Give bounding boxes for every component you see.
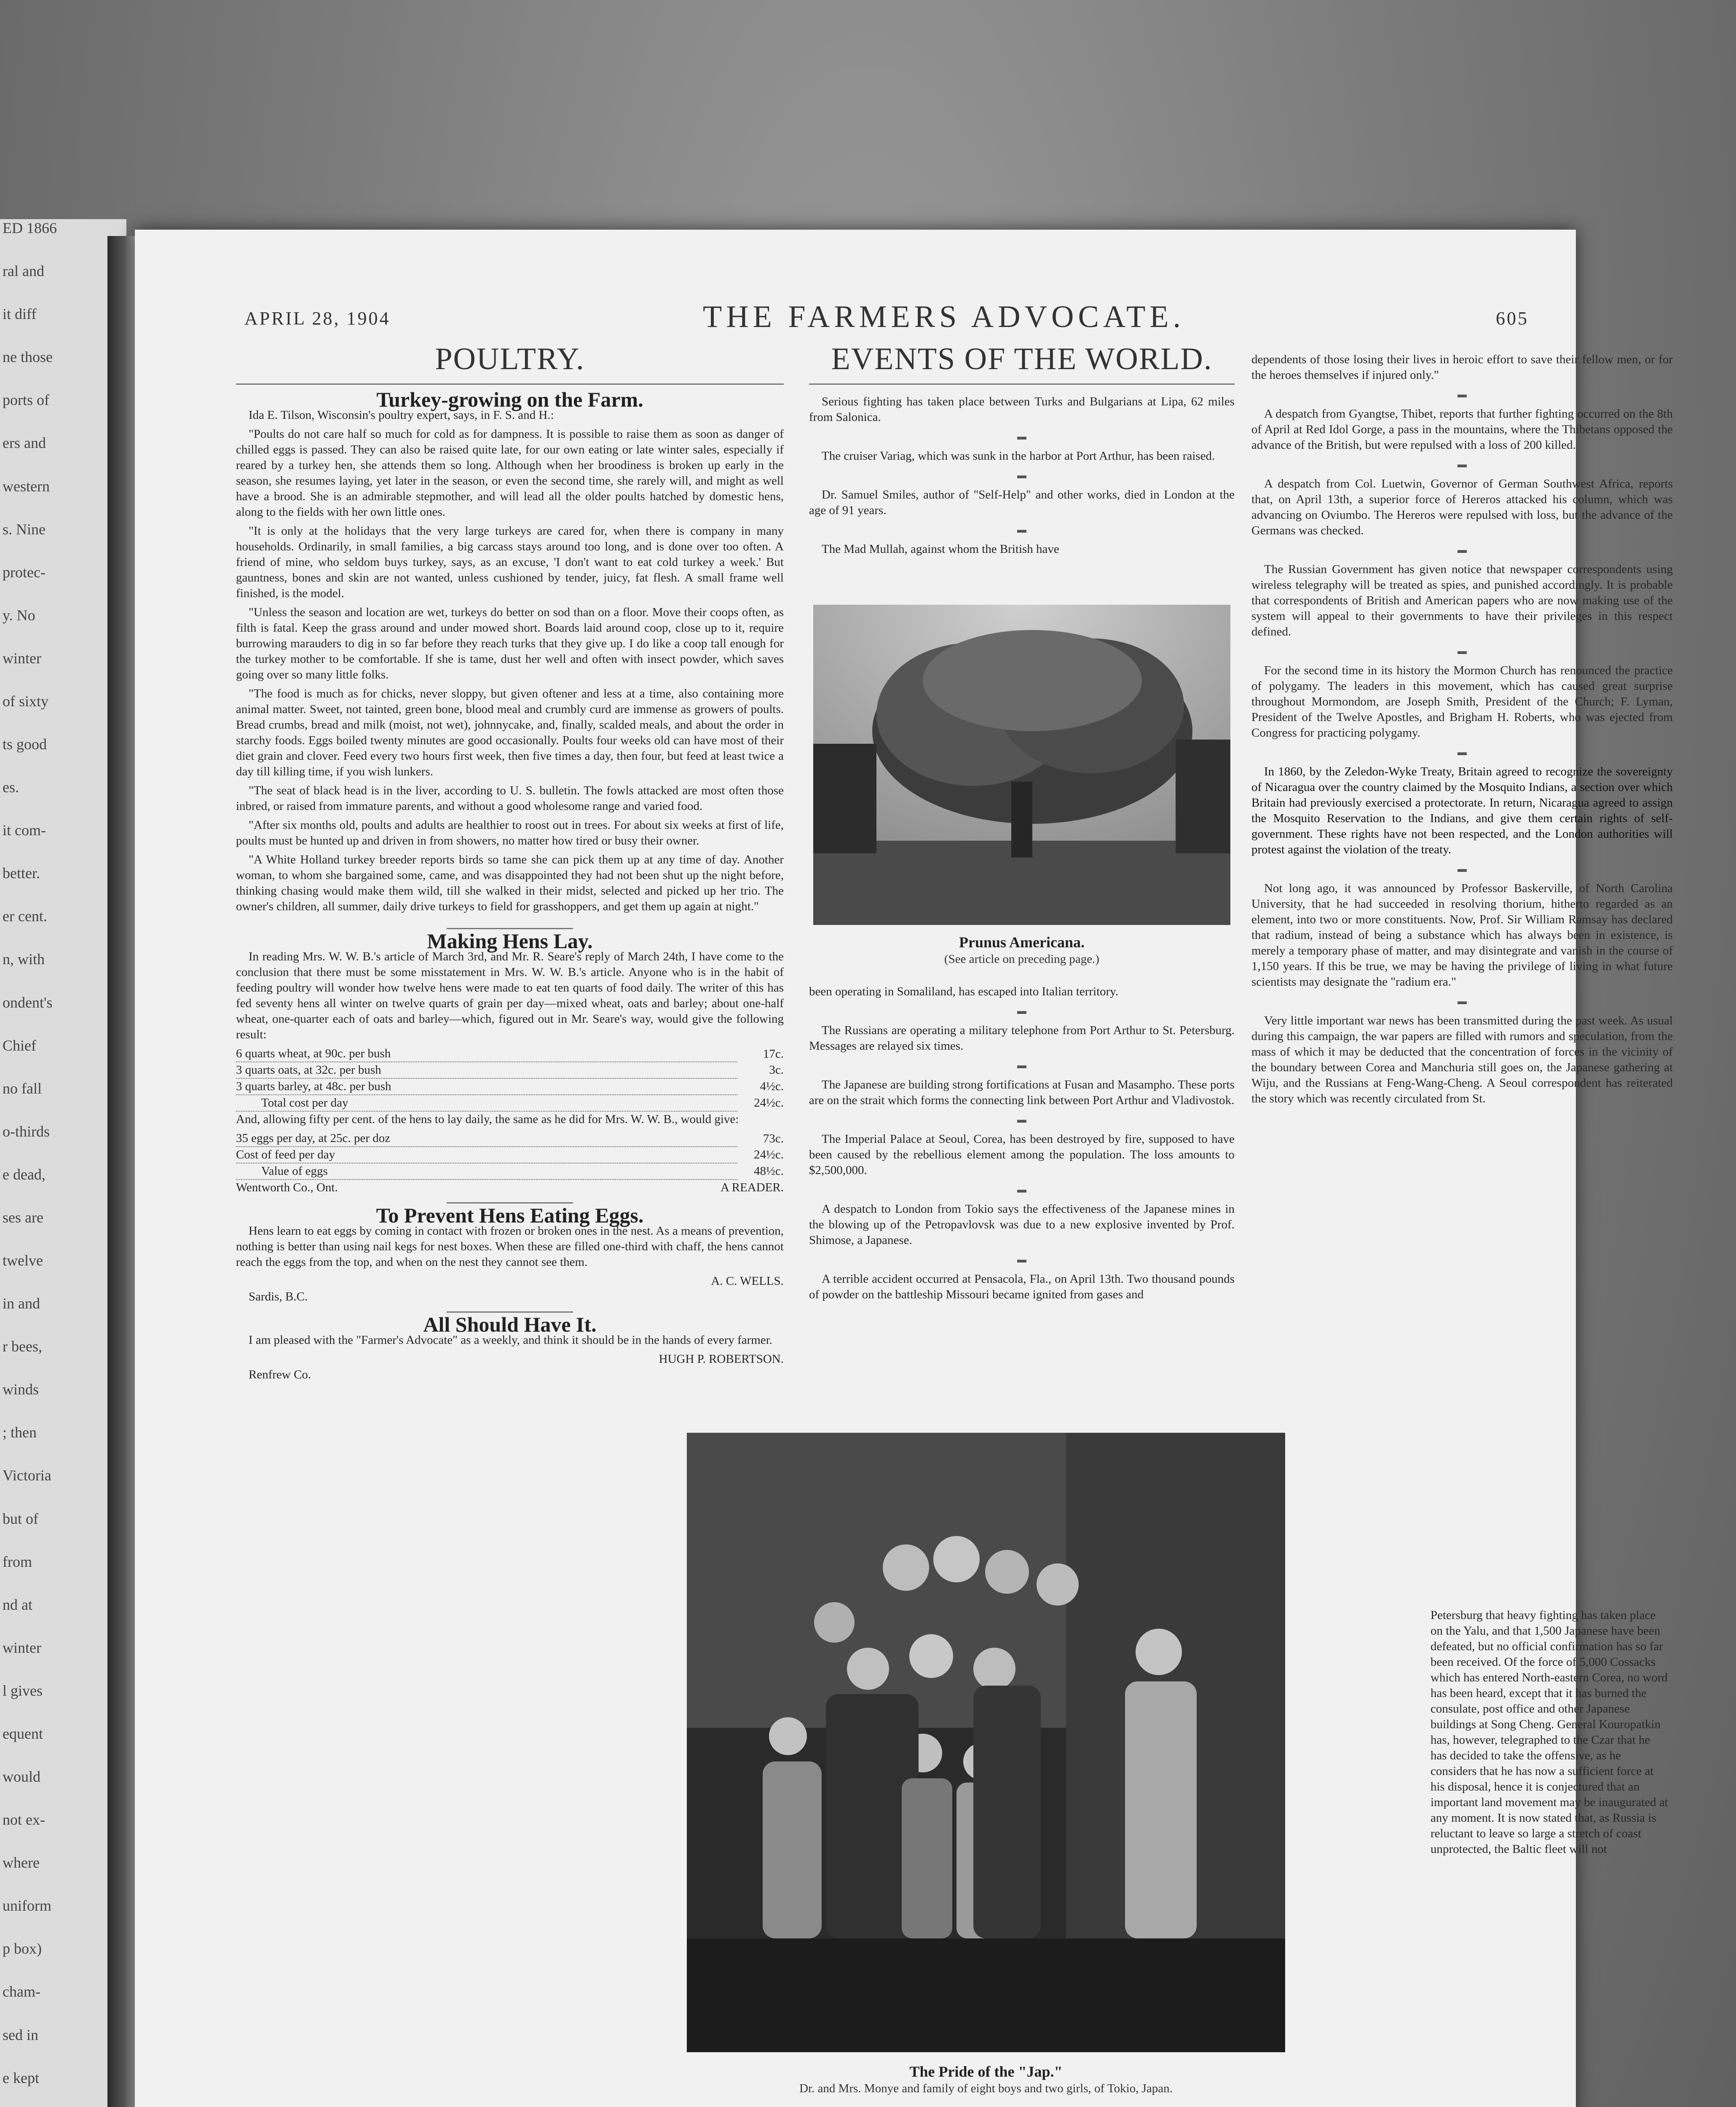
article-paragraph: "The seat of black head is in the liver, according to U. S. bulletin. The fowls attacked are most often those inbred, or raised from immature parents, and without a good wholesome range and varied food.: [236, 784, 784, 813]
separator-mark: ▬: [1457, 863, 1467, 874]
cost-amount: 4½c.: [760, 1080, 784, 1093]
article-paragraph: "It is only at the holidays that the very large turkeys are cared for, when there is company in many households. Ordinarily, in small families, a big carcass stays around too long, and is done over too often. A friend of mine, who seldom buys turkey, says, as an excuse, 'I don't want to eat cold turkey a week.' But gauntness, bones and skin are not wanted, unless cushioned by tender, juicy, fat flesh. A small frame well finished, is the model.: [236, 524, 784, 600]
separator-mark: ▬: [1017, 1060, 1026, 1070]
left-page-fragment: ers and: [3, 434, 46, 451]
news-item: Not long ago, it was announced by Professor Baskerville, of North Carolina University, that he had succeeded in resolving thorium, hitherto regarded as an element, into two or more constituents. Now, Prof. Sir William Ramsay has declared that radium, instead of being a substance which has always been in existence, is merely a temporary phase of matter, and may disintegrate and vanish in the course of 1,150 years. If this be true, we may be having the privilege of living in what future scientists may designate the "radium era.": [1251, 882, 1673, 989]
news-item: Very little important war news has been transmitted during the past week. As usual during this campaign, the war papers are filled with rumors and speculation, from the mass of which it may be deducted that the concentration of forces in the vicinity of the boundary between Corea and Manchuria still goes on, the Japanese gathering at Wiju, and the Russians at Feng-Wang-Cheng. A Seoul correspondent has reiterated the story which was recently circulated from St.: [1251, 1014, 1673, 1105]
separator-mark: ▬: [1457, 459, 1467, 469]
article-intro: Ida E. Tilson, Wisconsin's poultry expert, says, in F. S. and H.:: [249, 408, 554, 422]
cost-item: 3 quarts barley, at 48c. per bush: [236, 1078, 737, 1095]
separator-mark: ▬: [1457, 747, 1467, 757]
left-page-fragment: r bees,: [3, 1338, 42, 1355]
section-rule: [809, 383, 1235, 385]
news-item: The Mad Mullah, against whom the British have: [822, 542, 1059, 556]
events-column-top: [809, 394, 1235, 560]
left-page-fragment: Victoria: [3, 1467, 51, 1484]
news-item: A terrible accident occurred at Pensacola, Fla., on April 13th. Two thousand pounds of powder on the battleship Missouri became ignited from gases and: [809, 1272, 1235, 1301]
left-page-fragment: winter: [3, 650, 41, 667]
letter-location: Renfrew Co.: [249, 1368, 311, 1381]
news-item: The Russians are operating a military telephone from Port Arthur to St. Petersburg. Messages are relayed six times.: [809, 1024, 1235, 1053]
left-page-fragment: ED 1866: [3, 220, 57, 236]
separator-mark: ▬: [1017, 1184, 1026, 1195]
left-page-fragment: from: [3, 1553, 32, 1570]
left-page-fragment: in and: [3, 1295, 40, 1312]
separator-mark: ▬: [1017, 1254, 1026, 1265]
left-page-fragment: n, with: [3, 951, 45, 968]
left-page-fragment: ses are: [3, 1209, 43, 1226]
left-page-fragment: s. Nine: [3, 521, 46, 538]
poultry-column: [236, 388, 784, 1383]
left-page-fragment: ral and: [3, 263, 44, 279]
photo-subcaption: (See article on preceding page.): [944, 952, 1099, 966]
news-item: been operating in Somaliland, has escaped into Italian territory.: [809, 985, 1119, 998]
return-amount: 73c.: [763, 1131, 784, 1145]
photo-subcaption: Dr. and Mrs. Monye and family of eight boys and two girls, of Tokio, Japan.: [799, 2082, 1173, 2095]
left-page-fragment: e kept: [3, 2069, 39, 2086]
separator-mark: ▬: [1017, 524, 1026, 535]
cost-item: 3 quarts oats, at 32c. per bush: [236, 1062, 737, 1078]
value-amount: 48½c.: [754, 1164, 784, 1178]
prunus-photo: [813, 605, 1230, 925]
left-page-fragment: y. No: [3, 607, 35, 624]
article-paragraph: "Poults do not care half so much for cold as for dampness. It is possible to raise them as soon as danger of chilled eggs is passed. They can also be raised quite late, for our own eating or late winter sales, especially if reared by a turkey hen, she attends them so long. Although when her broodiness is broken up early in the season, she resumes laying, yet later in the season, or even the second time, she rarely will, and might as well have a brood. She is an admirable stepmother, and will lead all the older poults hatched by domestic hens, along to the fields with her own little ones.: [236, 427, 784, 519]
separator-mark: ▬: [1017, 1005, 1026, 1016]
total-label: Total cost per day: [236, 1095, 737, 1111]
separator-mark: ▬: [1457, 646, 1467, 656]
news-item: The Japanese are building strong fortifications at Fusan and Masampho. These ports are on the strait which forms the connecting link between Port Arthur and Vladivostok.: [809, 1078, 1235, 1107]
left-page-fragment: ondent's: [3, 994, 53, 1011]
news-item: A despatch from Col. Luetwin, Governor of German Southwest Africa, reports that, on April 13th, a superior force of Hereros attacked his column, which was advancing on Oviumbo. The Hereros were repulsed with loss, but the advance of the Germans was checked.: [1251, 477, 1673, 537]
article-paragraph: "A White Holland turkey breeder reports birds so tame she can pick them up at any time of day. Another woman, to whom she bargained some, came, and was disappointed they had not been shut up the night before, thinking chasing would make them wild, till she walked in their midst, selected and picked up her trio. The owner's children, all summer, daily drive turkeys to field for grasshoppers, and get them up again at night.": [236, 853, 784, 913]
left-page-fragment: ts good: [3, 736, 47, 753]
table-row: [236, 1147, 784, 1163]
left-page-fragment: uniform: [3, 1897, 51, 1914]
left-page-fragment: would: [3, 1768, 40, 1785]
cost-amount: 17c.: [763, 1047, 784, 1061]
news-item: Serious fighting has taken place between Turks and Bulgarians at Lipa, 62 miles from Salonica.: [809, 395, 1235, 424]
article-paragraph: And, allowing fifty per cent. of the hens to lay daily, the same as he did for Mrs. W. W. B., would give:: [236, 1112, 739, 1126]
news-item: In 1860, by the Zeledon-Wyke Treaty, Britain agreed to recognize the sovereignty of Nicaragua over the country claimed by the Mosquito Indians, a section over which Britain had previously exercised a protectorate. In return, Nicaragua agreed to assign the Mosquito Reservation to the Indians, and give them certain rights of self-government. These rights have not been respected, and the London authorities will protest against the violation of the treaty.: [1251, 765, 1673, 856]
article-paragraph: I am pleased with the "Farmer's Advocate" as a weekly, and think it should be in the hands of every farmer.: [249, 1333, 773, 1347]
news-item: The Imperial Palace at Seoul, Corea, has been destroyed by fire, supposed to have been caused by the rebellious element among the population. The loss amounts to $2,500,000.: [809, 1132, 1235, 1177]
separator-mark: ▬: [1017, 1114, 1026, 1125]
family-photo: [687, 1433, 1285, 2052]
egg-value-table: [236, 1131, 784, 1180]
letter-signature: A READER.: [721, 1181, 784, 1194]
table-row: [236, 1163, 784, 1179]
separator-mark: ▬: [1017, 431, 1026, 442]
article-heading-turkey: Turkey-growing on the Farm.: [376, 388, 643, 411]
separator-mark: ▬: [1457, 544, 1467, 555]
article-paragraph: "After six months old, poults and adults are healthier to roost out in trees. For about six weeks at first of life, poults must be hunted up and driven in from showers, no matter how tired or busy their owner.: [236, 818, 784, 847]
events-section-title: EVENTS OF THE WORLD.: [831, 342, 1213, 376]
left-page-fragment: western: [3, 478, 50, 495]
poultry-section-title: POULTRY.: [435, 342, 585, 376]
left-page-fragment: protec-: [3, 564, 46, 581]
left-page-fragment: it diff: [3, 306, 37, 322]
value-label: Value of eggs: [236, 1163, 737, 1179]
photo-caption: Prunus Americana.: [959, 934, 1085, 951]
separator-mark: ▬: [1457, 996, 1467, 1006]
news-item: The Russian Government has given notice that newspaper correspondents using wireless telegraphy will be treated as spies, and punished accordingly. It is probable that correspondents of British and American papers who are now making use of the system will appeal to their governments to have their privileges in this respect defined.: [1251, 563, 1673, 638]
left-page-fragment: it com-: [3, 822, 46, 839]
left-page-fragment: nd at: [3, 1596, 32, 1613]
article-paragraph: "Unless the season and location are wet, turkeys do better on sod than on a floor. Move their coops often, as filth is fatal. Keep the grass around and under mowed short. Boards laid around coop, close up to it, require burrowing marauders to dig in so far before they reach turks that they give up. I do like a coop tall enough for the turkey mother to be comfortable. If she is tame, dust her well and often with insect powder, which saves going over so many little folks.: [236, 606, 784, 681]
news-item: For the second time in its history the Mormon Church has renounced the practice of polygamy. The leaders in this movement, which has caused great surprise throughout Mormondom, are Joseph Smith, President of the Church; F. Lyman, President of the Twelve Apostles, and Brigham H. Roberts, who was ejected from Congress for practicing polygamy.: [1251, 664, 1673, 740]
letter-location: Wentworth Co., Ont.: [236, 1181, 338, 1194]
article-heading-all-should: All Should Have It.: [423, 1313, 597, 1336]
left-page-fragment: es.: [3, 779, 19, 796]
left-page-fragment: p box): [3, 1940, 42, 1957]
letter-location: Sardis, B.C.: [249, 1290, 308, 1303]
section-rule: [236, 383, 784, 385]
left-page-fragment: no fall: [3, 1080, 42, 1097]
left-page-fragment: twelve: [3, 1252, 43, 1269]
left-page-fragment: of sixty: [3, 693, 49, 710]
feed-cost-table: [236, 1046, 784, 1112]
cost-item: 6 quarts wheat, at 90c. per bush: [236, 1046, 737, 1062]
article-paragraph: Hens learn to eat eggs by coming in contact with frozen or broken ones in the nest. As a means of prevention, nothing is better than using nail kegs for nest boxes. When these are filled one-third with chaff, the hens cannot reach the eggs from the top, and when on the nest they cannot see them.: [236, 1224, 784, 1269]
book-gutter: [107, 236, 137, 2107]
left-page-fragment: but of: [3, 1510, 38, 1527]
news-item: dependents of those losing their lives in heroic effort to save their fellow men, or for the heroes themselves if injured only.": [1251, 353, 1673, 382]
news-item: Dr. Samuel Smiles, author of "Self-Help" and other works, died in London at the age of 91 years.: [809, 488, 1235, 517]
left-page-fragment: where: [3, 1854, 40, 1871]
masthead-title: THE FARMERS ADVOCATE.: [703, 300, 1185, 334]
separator-mark: ▬: [1017, 470, 1026, 480]
article-paragraph: In reading Mrs. W. W. B.'s article of March 3rd, and Mr. R. Seare's reply of March 24th, I have come to the conclusion that there must be some misstatement in Mrs. W. W. B.'s article. Anyone who is in the habit of feeding poultry will wonder how twelve hens were made to eat ten quarts of food daily. The writer of this has fed seventy hens all winter on twelve quarts of grain per day—mixed wheat, oats and barley; about one-half wheat, one-quarter each of oats and barley—which, figured out in Mr. Seare's way, would give the following result:: [236, 950, 784, 1041]
left-page-fragment: winds: [3, 1381, 39, 1398]
letter-signature: HUGH P. ROBERTSON.: [659, 1352, 784, 1366]
left-page-fragment: cham-: [3, 1983, 40, 2000]
news-item: A despatch from Gyangtse, Thibet, reports that further fighting occurred on the 8th of April at Red Idol Gorge, a pass in the mountains, where the Thibetans opposed the advance of the British, but were repulsed with a loss of 200 killed.: [1251, 407, 1673, 452]
left-page-fragment: sed in: [3, 2027, 38, 2043]
left-page-fragment: o-thirds: [3, 1123, 50, 1140]
left-page-fragment: l gives: [3, 1682, 43, 1699]
left-page-fragment: better.: [3, 865, 40, 882]
return-item: 35 eggs per day, at 25c. per doz: [236, 1131, 737, 1147]
left-page-fragment: ne those: [3, 348, 53, 365]
page-number: 605: [1496, 308, 1529, 329]
issue-date: APRIL 28, 1904: [244, 308, 391, 329]
table-row: [236, 1095, 784, 1111]
cost-amount: 3c.: [769, 1063, 784, 1077]
left-page-fragment: not ex-: [3, 1811, 45, 1828]
events-column-right: [1251, 352, 1673, 1110]
left-page-fragment: er cent.: [3, 908, 47, 925]
news-item: The cruiser Variag, which was sunk in the harbor at Port Arthur, has been raised.: [822, 449, 1215, 463]
left-page-fragment: Chief: [3, 1037, 36, 1054]
family-photo-illustration: [687, 1433, 1285, 2052]
left-page-fragment: equent: [3, 1725, 43, 1742]
events-column-mid: [809, 984, 1235, 1306]
table-row: [236, 1131, 784, 1147]
table-row: [236, 1062, 784, 1078]
table-row: [236, 1078, 784, 1095]
article-heading-hens: Making Hens Lay.: [427, 929, 593, 953]
left-page-fragment: winter: [3, 1639, 41, 1656]
left-page-fragment: ; then: [3, 1424, 37, 1441]
newspaper-page: [135, 230, 1673, 2107]
photo-caption: The Pride of the "Jap.": [909, 2063, 1063, 2080]
article-paragraph: "The food is much as for chicks, never sloppy, but given oftener and less at a time, also containing more animal matter. Sweet, not tainted, green bone, blood meal and crumbly curd are immense as growers of poults. Bread crumbs, bread and milk (moist, not wet), johnnycake, and, finally, scalded meals, and about the order in starchy foods. Eggs boiled twenty minutes are good occasionally. Poults four weeks old can have most of their diet grain and clover. Feed every two hours first week, then five times a day, then four, but feed at least twice a day till killing time, if you wish lunkers.: [236, 687, 784, 778]
return-item: Cost of feed per day: [236, 1147, 737, 1163]
letter-signature: A. C. WELLS.: [711, 1274, 784, 1288]
total-amount: 24½c.: [754, 1096, 784, 1110]
return-amount: 24½c.: [754, 1148, 784, 1161]
table-row: [236, 1046, 784, 1062]
letter-signoff: [236, 1180, 784, 1196]
separator-mark: ▬: [1457, 389, 1467, 399]
left-page-fragment: e dead,: [3, 1166, 46, 1183]
events-column-narrow: Petersburg that heavy fighting has taken place on the Yalu, and that 1,500 Japanese have been defeated, but no official confirmation has so far been received. Of the force of 5,000 Cossacks which has entered North-eastern Corea, no word has been heard, except that it has burned the consulate, post office and other Japanese buildings at Song Cheng. General Kouropatkin has, however, telegraphed to the Czar that he has decided to take the offensive, as he considers that he has now a sufficient force at his disposal, hence it is conjectured that an important land movement may be inaugurated at any moment. It is now stated that, as Russia is reluctant to leave so large a stretch of coast unprotected, the Baltic fleet will not: [1431, 1608, 1668, 1856]
article-heading-prevent: To Prevent Hens Eating Eggs.: [376, 1204, 644, 1227]
tree-photo-illustration: [813, 605, 1230, 925]
left-page-fragment: ports of: [3, 391, 49, 408]
news-item: A despatch to London from Tokio says the effectiveness of the Japanese mines in the blowing up of the Petropavlovsk was due to a new explosive invented by Prof. Shimose, a Japanese.: [809, 1202, 1235, 1247]
